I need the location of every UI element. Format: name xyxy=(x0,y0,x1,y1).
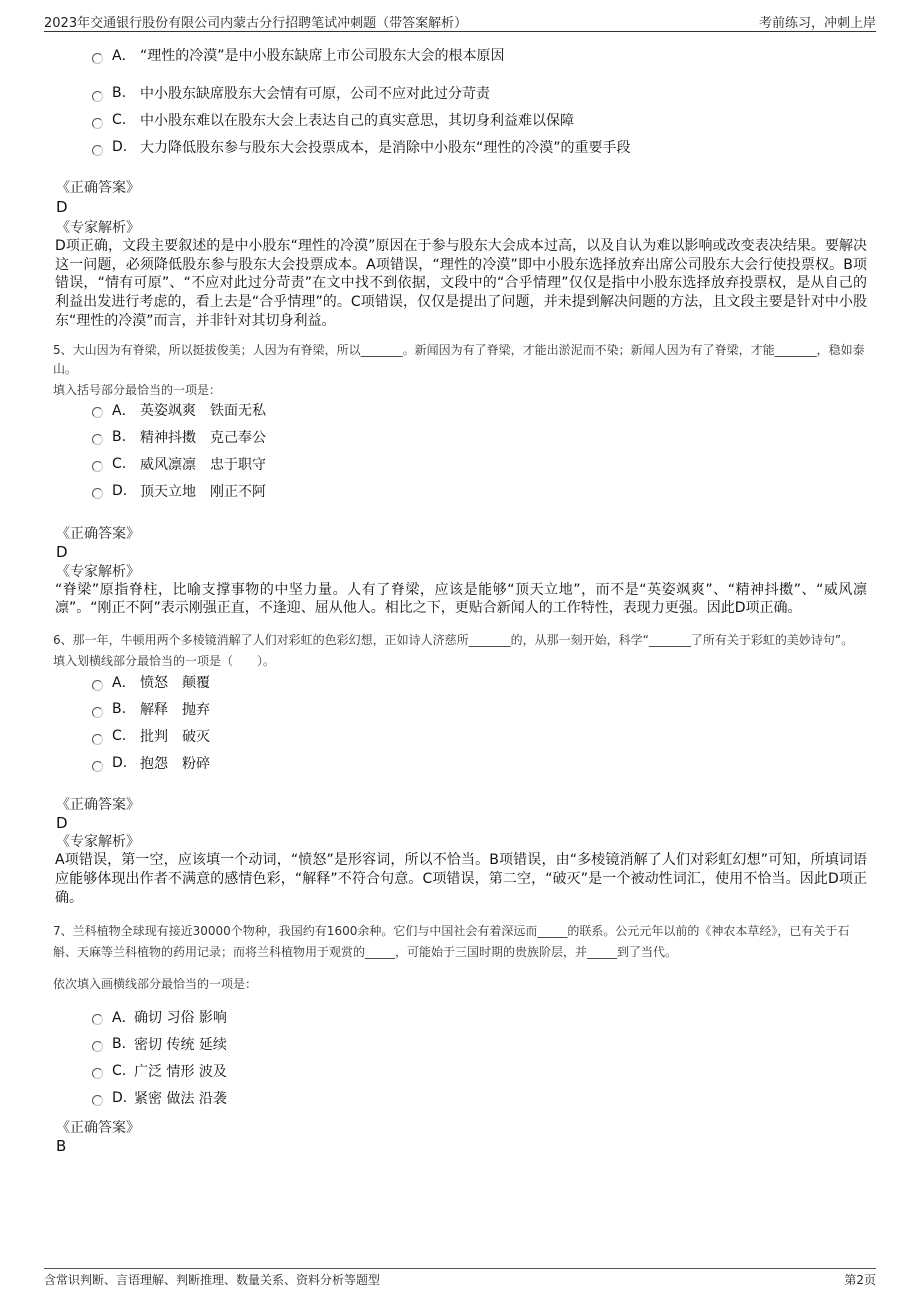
correct-answer-heading: 《正确答案》 xyxy=(56,1119,140,1136)
page-number: 第2页 xyxy=(844,1273,876,1287)
option-label: D. xyxy=(112,755,128,772)
radio-icon[interactable] xyxy=(92,761,103,772)
option-text: 中小股东缺席股东大会情有可原，公司不应对此过分苛责 xyxy=(140,86,490,102)
option-label: C. xyxy=(112,728,127,745)
option-label: B. xyxy=(112,1035,127,1052)
option-label: B. xyxy=(112,428,127,445)
option-label: D. xyxy=(112,1089,128,1106)
option-label: C. xyxy=(112,112,127,128)
option-text: 威风凛凛 忠于职守 xyxy=(140,456,266,473)
q4-analysis: D项正确，文段主要叙述的是中小股东“理性的冷漠”原因在于参与股东大会成本过高，以及自认为难以影响或改变表决结果。要解决这一问题，必须降低股东参与股东大会投票成本。A项错误，“理性的冷漠”即中小股东选择放弃出席公司股东大会行使投票权。B项错误，“情有可原”、“不应对此过分苛责”在文中找不到依据，文段中的“合乎情理”仅仅是指中小股东选择放弃投票权，是从自己的利益出发进行考虑的，看上去是“合乎情理”的。C项错误，仅仅是提出了问题，并未提到解决问题的方法，且文段主要是针对中小股东“理性的冷漠”而言，并非针对其切身利益。 xyxy=(55,238,867,329)
q7-answer: B xyxy=(56,1136,67,1155)
q5-analysis: “脊梁”原指脊柱，比喻支撑事物的中坚力量。人有了脊梁，应该是能够“顶天立地”，而不是“英姿飒爽”、“精神抖擞”、“威风凛凛”。“刚正不阿”表示刚强正直，不逢迎、屈从他人。相比之下，更贴合新闻人的工作特性，表现力更强。因此D项正确。 xyxy=(55,581,867,617)
option-text: 解释 抛弃 xyxy=(140,702,210,719)
expert-analysis-heading: 《专家解析》 xyxy=(56,834,140,851)
q6-analysis: A项错误，第一空，应该填一个动词，“愤怒”是形容词，所以不恰当。B项错误，由“多棱镜消解了人们对彩虹幻想”可知，所填词语应能够体现出作者不满意的感情色彩，“解释”不符合句意。C项错误，第二空，“破灭”是一个被动性词汇，使用不恰当。因此D项正确。 xyxy=(55,852,867,906)
option-text: 批判 破灭 xyxy=(140,729,210,746)
q5-prompt: 填入括号部分最恰当的一项是： xyxy=(53,382,222,397)
option-label: B. xyxy=(112,701,127,718)
q5-answer: D xyxy=(56,542,68,561)
q5-option-b[interactable] xyxy=(92,427,920,447)
option-text: 紧密 做法 沿袭 xyxy=(134,1090,227,1107)
q4-option-d[interactable] xyxy=(92,137,920,157)
q5-option-a[interactable] xyxy=(92,400,920,420)
q4-option-c[interactable] xyxy=(92,110,920,130)
header-slogan: 考前练习，冲刺上岸 xyxy=(758,16,876,31)
option-text: 中小股东难以在股东大会上表达自己的真实意思，其切身利益难以保障 xyxy=(140,113,574,129)
q6-question: 6、那一年，牛顿用两个多棱镜消解了人们对彩虹的色彩幻想，正如诗人济慈所_______的，从那一刻开始，科学“_______了所有关于彩虹的美妙诗句”。 xyxy=(53,632,854,647)
radio-icon[interactable] xyxy=(92,707,103,718)
option-text: 顶天立地 刚正不阿 xyxy=(140,483,266,500)
q5-option-c[interactable] xyxy=(92,454,920,474)
radio-icon[interactable] xyxy=(92,407,103,418)
option-text: 精神抖擞 克己奉公 xyxy=(140,429,266,446)
q6-option-d[interactable] xyxy=(92,753,920,773)
q7-option-b[interactable] xyxy=(92,1034,920,1054)
radio-icon[interactable] xyxy=(92,488,103,499)
radio-icon[interactable] xyxy=(92,1041,103,1052)
option-text: “理性的冷漠”是中小股东缺席上市公司股东大会的根本原因 xyxy=(140,48,505,64)
q6-option-a[interactable] xyxy=(92,672,920,692)
q6-prompt: 填入划横线部分最恰当的一项是（ ）。 xyxy=(53,654,276,669)
option-label: D. xyxy=(112,139,128,155)
option-label: B. xyxy=(112,85,127,101)
option-label: C. xyxy=(112,455,127,472)
correct-answer-heading: 《正确答案》 xyxy=(56,180,140,196)
correct-answer-heading: 《正确答案》 xyxy=(56,525,140,542)
option-text: 英姿飒爽 铁面无私 xyxy=(140,402,266,419)
document-title: 2023年交通银行股份有限公司内蒙古分行招聘笔试冲刺题（带答案解析） xyxy=(44,16,468,31)
option-text: 广泛 情形 波及 xyxy=(134,1063,227,1080)
radio-icon[interactable] xyxy=(92,1068,103,1079)
q5-question: 5、大山因为有脊梁，所以挺拔俊美；人因为有脊梁，所以_______。新闻因为有了脊梁，才能出淤泥而不染；新闻人因为有了脊梁，才能_______，稳如泰山。 xyxy=(53,342,865,377)
radio-icon[interactable] xyxy=(92,734,103,745)
footer-topics: 含常识判断、言语理解、判断推理、数量关系、资料分析等题型 xyxy=(44,1273,381,1287)
expert-analysis-heading: 《专家解析》 xyxy=(56,563,140,580)
option-label: A． xyxy=(112,675,136,692)
option-text: 愤怒 颠覆 xyxy=(140,675,210,692)
q4-option-a[interactable] xyxy=(92,45,920,65)
option-text: 密切 传统 延续 xyxy=(134,1036,227,1053)
footer-divider xyxy=(44,1268,876,1269)
option-label: A． xyxy=(112,48,136,64)
option-text: 确切 习俗 影响 xyxy=(134,1009,227,1026)
radio-icon[interactable] xyxy=(92,53,103,64)
q6-option-b[interactable] xyxy=(92,699,920,719)
radio-icon[interactable] xyxy=(92,461,103,472)
q5-option-d[interactable] xyxy=(92,481,920,501)
radio-icon[interactable] xyxy=(92,680,103,691)
radio-icon[interactable] xyxy=(92,434,103,445)
q6-answer: D xyxy=(56,814,68,833)
option-text: 抱怨 粉碎 xyxy=(140,756,210,773)
radio-icon[interactable] xyxy=(92,118,103,129)
q7-question: 7、兰科植物全球现有接近30000个物种，我国约有1600余种。它们与中国社会有着深远而_____的联系。公元元年以前的《神农本草经》，已有关于石斛、天麻等兰科植物的药用记录；而将兰科植物用于观赏的_____，可能始于三国时期的贵族阶层，并_____到了当代。 xyxy=(53,923,850,959)
q4-answer: D xyxy=(56,198,68,216)
option-label: A． xyxy=(112,402,136,419)
radio-icon[interactable] xyxy=(92,91,103,102)
option-label: A． xyxy=(112,1009,136,1026)
q4-option-b[interactable] xyxy=(92,83,920,103)
option-label: C. xyxy=(112,1062,127,1079)
radio-icon[interactable] xyxy=(92,1014,103,1025)
correct-answer-heading: 《正确答案》 xyxy=(56,797,140,814)
radio-icon[interactable] xyxy=(92,145,103,156)
option-label: D. xyxy=(112,482,128,499)
q7-option-a[interactable] xyxy=(92,1007,920,1027)
option-text: 大力降低股东参与股东大会投票成本，是消除中小股东“理性的冷漠”的重要手段 xyxy=(140,140,631,156)
q7-prompt: 依次填入画横线部分最恰当的一项是： xyxy=(53,976,258,991)
q7-option-c[interactable] xyxy=(92,1061,920,1081)
expert-analysis-heading: 《专家解析》 xyxy=(56,220,140,236)
q7-option-d[interactable] xyxy=(92,1088,920,1108)
q6-option-c[interactable] xyxy=(92,726,920,746)
radio-icon[interactable] xyxy=(92,1095,103,1106)
